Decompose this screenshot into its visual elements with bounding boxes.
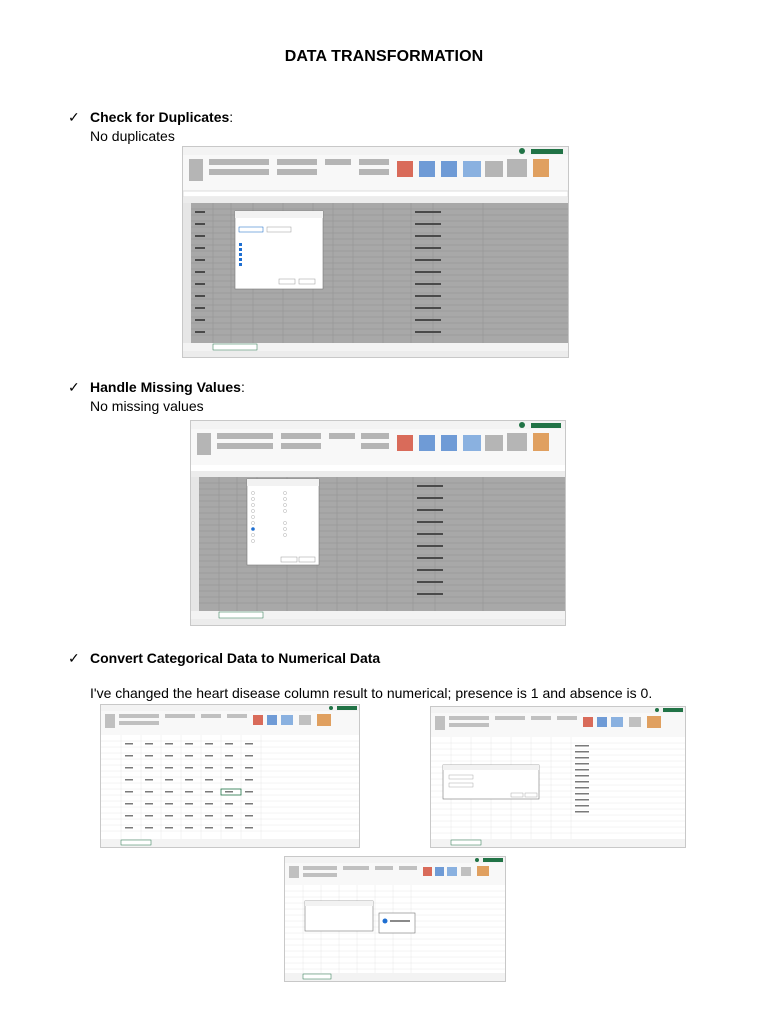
excel-window-icon bbox=[101, 705, 359, 847]
checkmark-icon: ✓ bbox=[68, 650, 80, 666]
section-duplicates: ✓ Check for Duplicates: No duplicates bbox=[68, 109, 234, 144]
section-missing-values: ✓ Handle Missing Values: No missing values bbox=[68, 379, 245, 414]
checkmark-icon: ✓ bbox=[68, 109, 80, 125]
ribbon-icon bbox=[191, 421, 565, 625]
dialog-icon bbox=[431, 707, 685, 847]
section-text: I've changed the heart disease column result to numerical; presence is 1 and absence is 0. bbox=[90, 685, 653, 701]
page-title: DATA TRANSFORMATION bbox=[284, 48, 484, 65]
excel-window-icon bbox=[183, 147, 568, 357]
section-heading: Convert Categorical Data to Numerical Data bbox=[90, 650, 381, 666]
excel-screenshot-convert-3 bbox=[284, 856, 506, 982]
section-convert-categorical bbox=[68, 650, 748, 710]
section-text: No missing values bbox=[90, 398, 204, 414]
excel-screenshot-convert-1 bbox=[100, 704, 360, 848]
excel-screenshot-convert-2 bbox=[430, 706, 686, 848]
excel-screenshot-duplicates bbox=[182, 146, 569, 358]
excel-screenshot-missing bbox=[190, 420, 566, 626]
checkmark-icon: ✓ bbox=[68, 379, 80, 395]
section-heading: Check for Duplicates bbox=[90, 109, 230, 125]
excel-window-icon bbox=[285, 857, 505, 981]
section-text: No duplicates bbox=[90, 128, 175, 144]
section-heading: Handle Missing Values bbox=[90, 379, 241, 395]
